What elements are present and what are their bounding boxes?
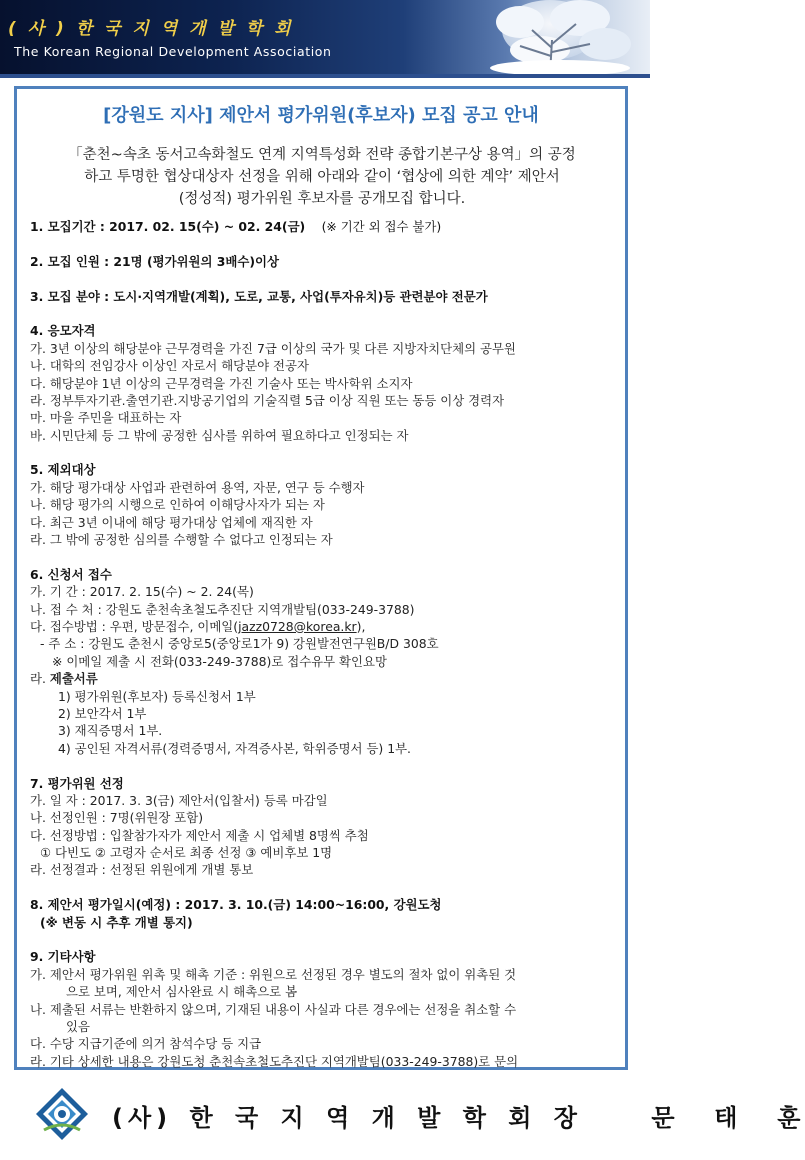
misc-item: 다. 수당 지급기준에 의거 참석수당 등 지급 xyxy=(30,1036,262,1052)
section-exclusions: 5. 제외대상 xyxy=(30,462,96,478)
section-period-text: 1. 모집기간 : 2017. 02. 15(수) ~ 02. 24(금) xyxy=(30,219,306,234)
application-method xyxy=(30,618,618,635)
application-office: 나. 접 수 처 : 강원도 춘천속초철도추진단 지역개발팀(033-249-3788) xyxy=(30,601,415,617)
spacer xyxy=(30,235,618,252)
org-name-english: The Korean Regional Development Association xyxy=(14,44,332,59)
spacer xyxy=(30,879,618,896)
eligibility-item: 바. 시민단체 등 그 밖에 공정한 심사를 위하여 필요하다고 인정되는 자 xyxy=(30,427,409,443)
application-method-close: ), xyxy=(356,618,366,634)
org-name-korean: ( 사 ) 한 국 지 역 개 발 학 회 xyxy=(8,19,294,39)
exclusion-item: 다. 최근 3년 이내에 해당 평가대상 업체에 재직한 자 xyxy=(30,514,313,530)
section-period-note: (※ 기간 외 접수 불가) xyxy=(321,219,442,234)
exclusion-item: 나. 해당 평가의 시행으로 인하여 이해당사자가 되는 자 xyxy=(30,497,325,513)
application-period: 가. 기 간 : 2017. 2. 15(수) ~ 2. 24(목) xyxy=(30,584,254,600)
exclusion-item: 가. 해당 평가대상 사업과 관련하여 용역, 자문, 연구 등 수행자 xyxy=(30,479,365,495)
section-application: 6. 신청서 접수 xyxy=(30,566,112,582)
spacer xyxy=(30,757,618,774)
application-email-note: ※ 이메일 제출 시 전화(033-249-3788)로 접수유무 확인요망 xyxy=(52,653,387,669)
document-item: 3) 재직증명서 1부. xyxy=(58,723,163,739)
section-evaluation-date: 8. 제안서 평가일시(예정) : 2017. 3. 10.(금) 14:00~16:00, 강원도청 xyxy=(30,897,442,913)
document-item: 2) 보안각서 1부 xyxy=(58,705,147,721)
misc-item: 나. 제출된 서류는 반환하지 않으며, 기재된 내용이 사실과 다른 경우에는 선정을 취소할 수 xyxy=(30,1001,517,1017)
section-field: 3. 모집 분야 : 도시·지역개발(계획), 도로, 교통, 사업(투자유치)등 관련분야 전문가 xyxy=(30,288,488,304)
header-divider xyxy=(0,74,650,78)
application-address: - 주 소 : 강원도 춘천시 중앙로5(중앙로1가 9) 강원발전연구원B/D 308호 xyxy=(40,636,439,652)
association-logo xyxy=(34,1086,90,1142)
misc-item: 라. 기타 상세한 내용은 강원도청 춘천속초철도추진단 지역개발팀(033-249-3788)로 문의 xyxy=(30,1053,519,1069)
eligibility-item: 라. 정부투자기관.출연기관.지방공기업의 기술직렬 5급 이상 직원 또는 동등 이상 경력자 xyxy=(30,392,505,408)
signature: (사) 한 국 지 역 개 발 학 회 장 문 태 훈 xyxy=(112,1104,805,1132)
misc-item-continued: 으로 보며, 제안서 심사완료 시 해촉으로 봄 xyxy=(66,984,298,1000)
section-period xyxy=(30,218,618,235)
spacer xyxy=(30,444,618,461)
document-item: 1) 평가위원(후보자) 등록신청서 1부 xyxy=(58,688,256,704)
selection-item: 가. 일 자 : 2017. 3. 3(금) 제안서(입찰서) 등록 마감일 xyxy=(30,792,328,808)
notice-intro: 「춘천~속초 동서고속화철도 연계 지역특성화 전략 종합기본구상 용역」의 공정 하고 투명한 협상대상자 선정을 위해 아래와 같이 ‘협상에 의한 계약’ 제안서 (정성적) 평가위원 후보자를 공개모집 합니다. xyxy=(68,147,576,207)
spacer xyxy=(30,931,618,948)
eligibility-item: 다. 해당분야 1년 이상의 근무경력을 가진 기술사 또는 박사학위 소지자 xyxy=(30,375,413,391)
spacer xyxy=(30,548,618,565)
section-headcount: 2. 모집 인원 : 21명 (평가위원의 3배수)이상 xyxy=(30,253,279,269)
eligibility-item: 마. 마을 주민을 대표하는 자 xyxy=(30,410,182,426)
misc-item: 가. 제안서 평가위원 위촉 및 해촉 기준 : 위원으로 선정된 경우 별도의 절차 없이 위촉된 것 xyxy=(30,966,517,982)
exclusion-item: 라. 그 밖에 공정한 심의를 수행할 수 없다고 인정되는 자 xyxy=(30,532,333,548)
document-item: 4) 공인된 자격서류(경력증명서, 자격증사본, 학위증명서 등) 1부. xyxy=(58,740,411,756)
section-eligibility: 4. 응모자격 xyxy=(30,323,96,339)
misc-item-continued: 있음 xyxy=(66,1018,90,1034)
application-method-label: 다. 접수방법 : 우편, 방문접수, 이메일( xyxy=(30,618,239,634)
notice-title: [강원도 지사] 제안서 평가위원(후보자) 모집 공고 안내 xyxy=(103,105,539,126)
section-misc: 9. 기타사항 xyxy=(30,949,96,965)
selection-item: 다. 선정방법 : 입찰참가자가 제안서 제출 시 업체별 8명씩 추첨 xyxy=(30,827,369,843)
spacer xyxy=(30,305,618,322)
email-link[interactable]: jazz0728@korea.kr xyxy=(238,618,357,634)
application-documents-heading xyxy=(30,670,618,687)
header-banner xyxy=(0,0,650,74)
notice-body xyxy=(30,218,618,1070)
eligibility-item: 가. 3년 이상의 해당분야 근무경력을 가진 7급 이상의 국가 및 다른 지방자치단체의 공무원 xyxy=(30,340,516,356)
eligibility-item: 나. 대학의 전임강사 이상인 자로서 해당분야 전공자 xyxy=(30,358,309,374)
selection-item: 나. 선정인원 : 7명(위원장 포함) xyxy=(30,810,204,826)
selection-result: 라. 선정결과 : 선정된 위원에게 개별 통보 xyxy=(30,862,254,878)
snow-tree-photo xyxy=(480,0,640,74)
spacer xyxy=(30,270,618,287)
documents-prefix: 라. xyxy=(30,671,50,687)
selection-order: ① 다빈도 ② 고령자 순서로 최종 선정 ③ 예비후보 1명 xyxy=(40,845,333,861)
notice-frame xyxy=(14,86,628,1070)
documents-label: 제출서류 xyxy=(49,671,98,687)
section-selection: 7. 평가위원 선정 xyxy=(30,775,124,791)
evaluation-date-note: (※ 변동 시 추후 개별 통지) xyxy=(40,914,193,930)
